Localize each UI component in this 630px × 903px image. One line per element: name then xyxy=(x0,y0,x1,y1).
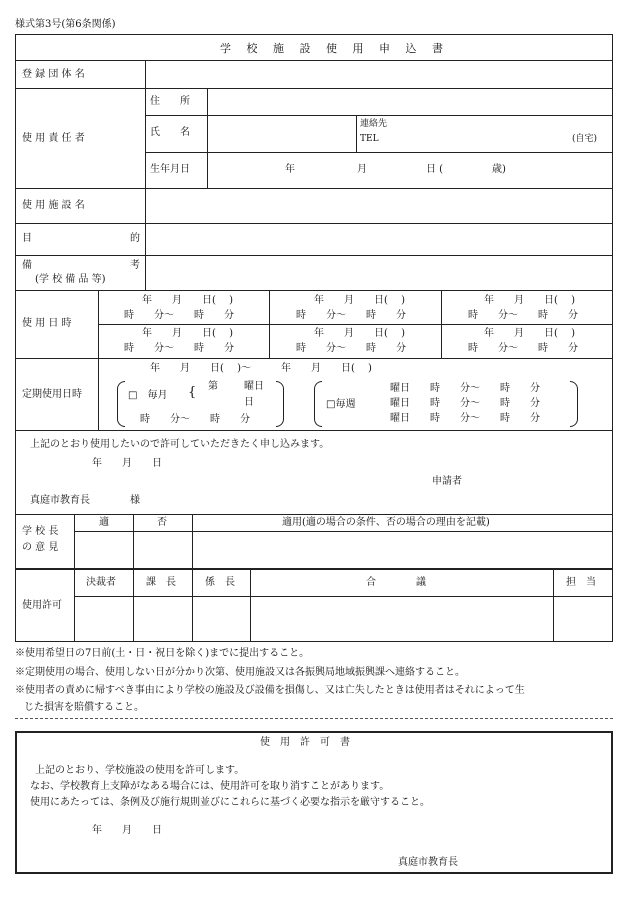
remarks-label-left: 備 xyxy=(22,260,32,271)
group-name-field[interactable] xyxy=(146,61,612,88)
birthdate-label: 生年月日 xyxy=(150,164,190,175)
principal-deny: 否 xyxy=(157,517,167,528)
monthly-weekday: 曜日 xyxy=(244,381,264,392)
principal-label-1: 学 校 長 xyxy=(22,526,59,537)
note-1: ※使用希望日の7日前(土・日・祝日を除く)までに提出すること。 xyxy=(15,648,310,659)
col-consultation: 合 議 xyxy=(366,577,426,588)
form-title: 学 校 施 設 使 用 申 込 書 xyxy=(220,42,449,55)
weekly-line-1: 曜日 時 分～ 時 分 xyxy=(390,383,540,394)
note-2: ※定期使用の場合、使用しない日が分かり次第、使用施設又は各振興局地域振興課へ連絡すること。 xyxy=(15,667,465,678)
col-approver: 決裁者 xyxy=(86,577,116,588)
use-datetime-label: 使 用 日 時 xyxy=(22,318,72,329)
contact-label: 連絡先 xyxy=(360,119,388,129)
principal-note: 適用(適の場合の条件、否の場合の理由を記載) xyxy=(282,517,490,528)
monthly-nth: 第 xyxy=(208,381,218,392)
use-date-4: 年 月 日( ) xyxy=(142,328,233,339)
responsible-label: 使 用 責 任 者 xyxy=(22,133,85,144)
note-3: ※使用者の責めに帰すべき事由により学校の施設及び設備を損傷し、又は亡失したときは使用者はそれによって生 xyxy=(15,685,525,696)
use-date-1: 年 月 日( ) xyxy=(142,295,233,306)
remarks-label-right: 考 xyxy=(130,260,140,271)
use-time-2: 時 分～ 時 分 xyxy=(296,310,406,321)
monthly-day: 日 xyxy=(244,397,254,408)
weekly-line-2: 曜日 時 分～ 時 分 xyxy=(390,398,540,409)
permission-label: 使用許可 xyxy=(22,600,62,611)
use-time-3: 時 分～ 時 分 xyxy=(468,310,578,321)
purpose-label-right: 的 xyxy=(130,233,140,244)
remarks-field[interactable] xyxy=(146,256,612,290)
use-time-6: 時 分～ 時 分 xyxy=(468,343,578,354)
permit-date: 年 月 日 xyxy=(92,825,162,836)
deny-cell[interactable] xyxy=(134,532,192,568)
col-subsection-chief: 係 長 xyxy=(205,577,235,588)
use-time-4: 時 分～ 時 分 xyxy=(124,343,234,354)
monthly-time: 時 分～ 時 分 xyxy=(140,414,250,425)
purpose-field[interactable] xyxy=(146,224,612,255)
use-date-3: 年 月 日( ) xyxy=(484,295,575,306)
col-person-in-charge: 担 当 xyxy=(566,577,596,588)
monthly-checkbox[interactable]: □ 毎月 xyxy=(128,390,168,401)
birth-month: 月 xyxy=(357,164,367,175)
principal-approve: 適 xyxy=(99,517,109,528)
name-field[interactable] xyxy=(208,116,356,152)
use-date-5: 年 月 日( ) xyxy=(314,328,405,339)
request-date: 年 月 日 xyxy=(92,458,162,469)
facility-label: 使 用 施 設 名 xyxy=(22,200,85,211)
facility-field[interactable] xyxy=(146,189,612,223)
name-label: 氏 名 xyxy=(150,127,190,138)
home-label: (自宅) xyxy=(572,134,598,144)
note-cell[interactable] xyxy=(193,532,612,568)
permit-line-2: なお、学校教育上支障がなある場合には、使用許可を取り消すことがあります。 xyxy=(30,781,390,792)
remarks-sub-label: (学 校 備 品 等) xyxy=(35,274,106,285)
permit-line-1: 上記のとおり、学校施設の使用を許可します。 xyxy=(35,765,245,776)
address-field[interactable] xyxy=(208,89,612,115)
tel-label: TEL xyxy=(360,134,379,144)
birth-age: 歳) xyxy=(492,164,506,175)
note-4: じた損害を賠償すること。 xyxy=(24,702,144,713)
use-date-2: 年 月 日( ) xyxy=(314,295,405,306)
group-name-label: 登 録 団 体 名 xyxy=(22,69,85,80)
weekly-checkbox[interactable]: □毎週 xyxy=(326,399,356,410)
use-time-1: 時 分～ 時 分 xyxy=(124,310,234,321)
purpose-label-left: 目 xyxy=(22,233,32,244)
weekly-line-3: 曜日 時 分～ 時 分 xyxy=(390,413,540,424)
permit-line-3: 使用にあたっては、条例及び施行規則並びにこれらに基づく必要な指示を厳守すること。 xyxy=(30,797,430,808)
regular-range: 年 月 日( )～ 年 月 日( ) xyxy=(150,363,372,374)
regular-use-label: 定期使用日時 xyxy=(22,389,82,400)
col-section-chief: 課 長 xyxy=(146,577,176,588)
permit-issuer: 真庭市教育長 xyxy=(398,857,458,868)
address-label: 住 所 xyxy=(150,96,190,107)
form-number: 様式第3号(第6条関係) xyxy=(15,19,116,30)
birth-day: 日 ( xyxy=(426,164,444,175)
use-date-6: 年 月 日( ) xyxy=(484,328,575,339)
request-text: 上記のとおり使用したいので許可していただきたく申し込みます。 xyxy=(30,439,330,450)
permit-title: 使 用 許 可 書 xyxy=(260,737,350,748)
principal-label-2: の 意 見 xyxy=(22,542,59,553)
approve-cell[interactable] xyxy=(75,532,133,568)
addressee: 真庭市教育長 様 xyxy=(30,495,140,506)
birth-year: 年 xyxy=(285,164,295,175)
use-time-5: 時 分～ 時 分 xyxy=(296,343,406,354)
applicant-label: 申請者 xyxy=(432,476,462,487)
